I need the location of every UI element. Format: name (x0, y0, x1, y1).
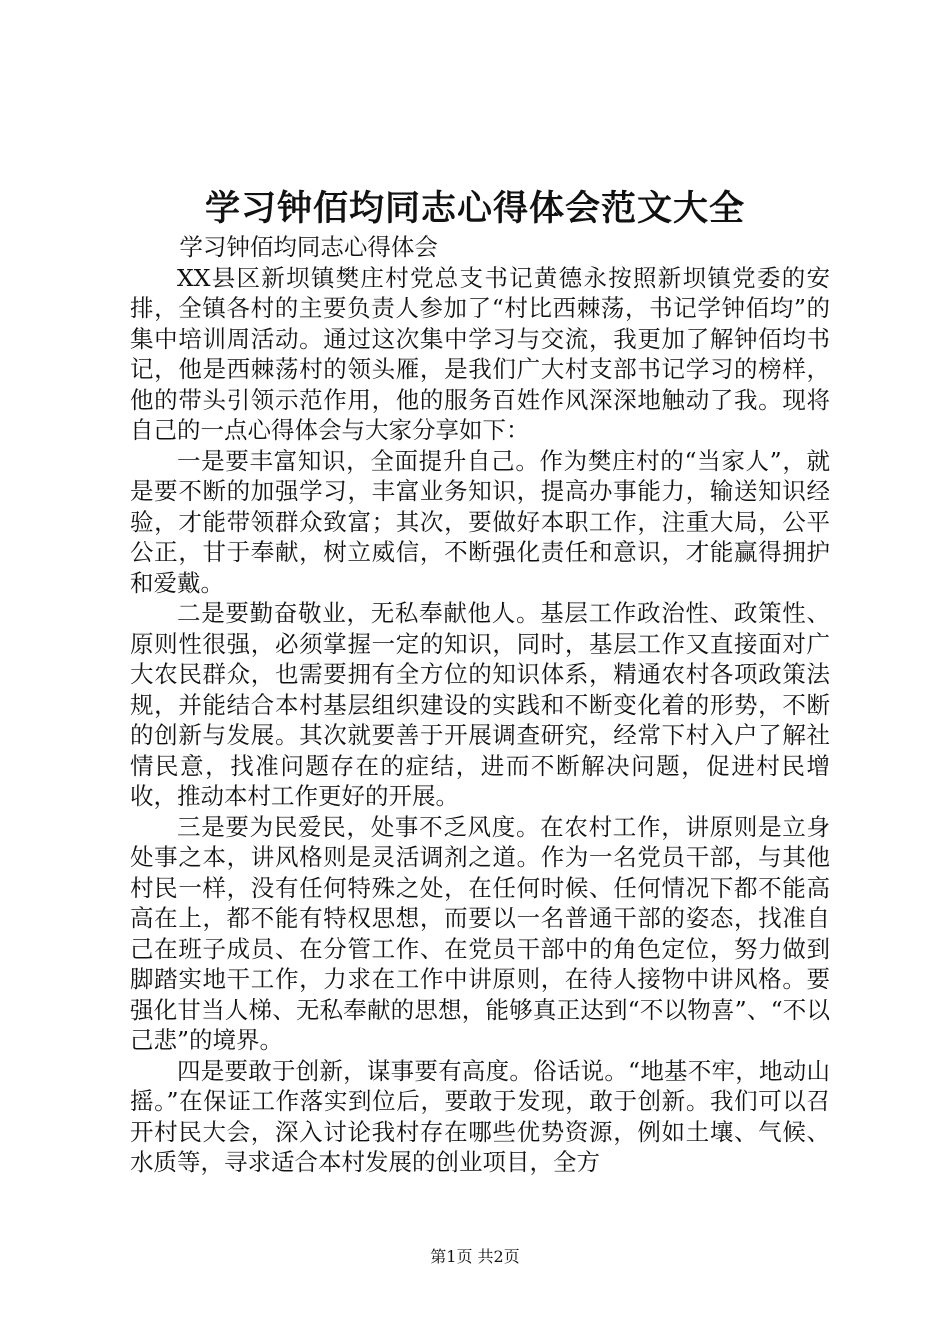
document-title: 学习钟佰均同志心得体会范文大全 (204, 188, 745, 229)
page-footer: 第1页 共2页 (430, 1247, 520, 1266)
paragraph-point-3: 三是要为民爱民，处事不乏风度。在农村工作，讲原则是立身处事之本，讲风格则是灵活调剂之道。作为一名党员干部，与其他村民一样，没有任何特殊之处，在任何时候、任何情况下都不能高高在上，都不能有特权思想，而要以一名普通干部的姿态，找准自己在班子成员、在分管工作、在党员干部中的角色定位，努力做到脚踏实地干工作，力求在工作中讲原则，在待人接物中讲风格。要强化甘当人梯、无私奉献的思想，能够真正达到“不以物喜”、“不以己悲”的境界。 (130, 812, 830, 1054)
paragraph-point-4: 四是要敢于创新，谋事要有高度。俗话说。“地基不牢，地动山摇。”在保证工作落实到位后，要敢于发现，敢于创新。我们可以召开村民大会，深入讨论我村存在哪些优势资源，例如土壤、气候、水质等，寻求适合本村发展的创业项目，全方 (130, 1056, 830, 1176)
document-subtitle: 学习钟佰均同志心得体会 (179, 233, 438, 261)
document-body (130, 232, 830, 1178)
paragraph-point-2: 二是要勤奋敬业，无私奉献他人。基层工作政治性、政策性、原则性很强，必须掌握一定的知识，同时，基层工作又直接面对广大农民群众，也需要拥有全方位的知识体系，精通农村各项政策法规，并能结合本村基层组织建设的实践和不断变化着的形势，不断的创新与发展。其次就要善于开展调查研究，经常下村入户了解社情民意，找准问题存在的症结，进而不断解决问题，促进村民增收，推动本村工作更好的开展。 (130, 599, 830, 810)
paragraph-point-1: 一是要丰富知识，全面提升自己。作为樊庄村的“当家人”，就是要不断的加强学习，丰富业务知识，提高办事能力，输送知识经验，才能带领群众致富；其次，要做好本职工作，注重大局，公平公正，甘于奉献，树立威信，不断强化责任和意识，才能赢得拥护和爱戴。 (130, 446, 830, 597)
paragraph-intro: XX县区新坝镇樊庄村党总支书记黄德永按照新坝镇党委的安排，全镇各村的主要负责人参加了“村比西棘荡，书记学钟佰均”的集中培训周活动。通过这次集中学习与交流，我更加了解钟佰均书记，他是西棘荡村的领头雁，是我们广大村支部书记学习的榜样，他的带头引领示范作用，他的服务百姓作风深深地触动了我。现将自己的一点心得体会与大家分享如下： (130, 263, 830, 444)
